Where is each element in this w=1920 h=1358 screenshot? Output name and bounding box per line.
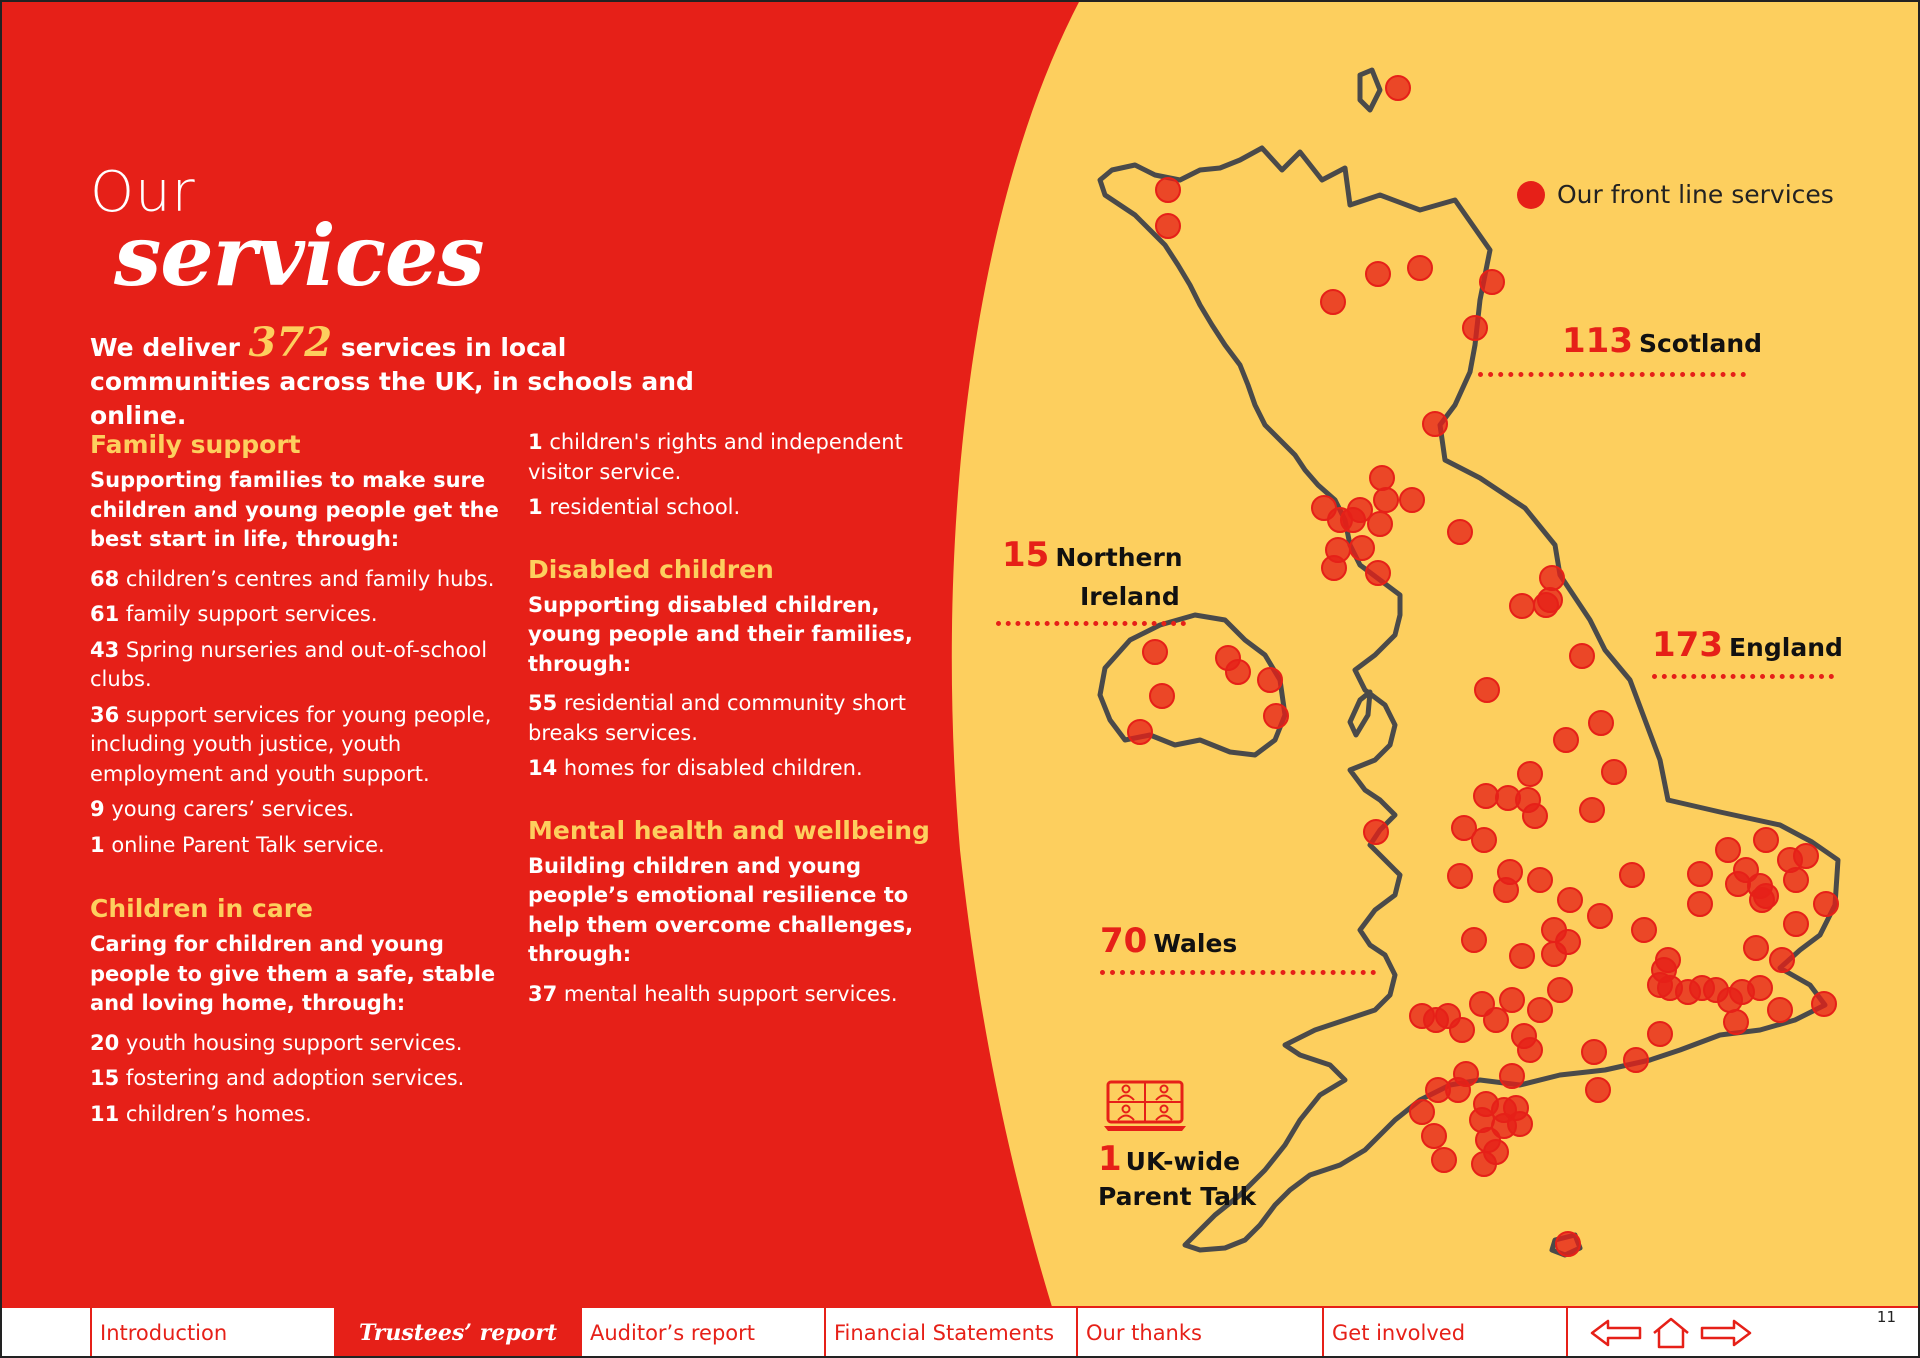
service-dot [1554,728,1578,752]
list-item: 11 children’s homes. [90,1101,312,1126]
region-northern-ireland: 15 Northern [1002,535,1183,575]
service-dot [1364,820,1388,844]
service-dot [1321,290,1345,314]
service-dot [1472,828,1496,852]
region-england: 173 England [1652,625,1843,665]
arrow-right-icon[interactable] [1700,1318,1752,1348]
heading-mental-health: Mental health and wellbeing [528,815,930,845]
service-dot [1548,978,1572,1002]
service-dot [1556,1232,1580,1256]
service-dot [1150,684,1174,708]
title-our: Our [90,160,196,225]
service-dot [1448,864,1472,888]
service-dot [1794,844,1818,868]
service-dot [1518,762,1542,786]
service-dot [1508,1112,1532,1136]
service-dot [1474,1092,1498,1116]
service-dot [1128,720,1152,744]
region-scotland: 113 Scotland [1562,321,1763,361]
ni-leader-line [996,621,1186,626]
service-dot [1462,928,1486,952]
service-dot [1744,936,1768,960]
lead-children-in-care: Caring for children and young people to give them a safe, stable and loving home, through: [90,932,496,1015]
service-dot [1784,868,1808,892]
england-leader-line [1652,674,1834,679]
scotland-leader-line [1478,372,1746,377]
service-dot [1542,942,1566,966]
list-item: 15 fostering and adoption services. [90,1066,465,1090]
list-item: 9 young carers’ services. [90,797,355,821]
service-dot [1410,1100,1434,1124]
service-dot [1423,412,1447,436]
list-item: 61 family support services. [90,602,378,626]
service-dot [1528,868,1552,892]
service-dot [1523,804,1547,828]
service-dot [1480,270,1504,294]
service-dot [1534,593,1558,617]
column-left [90,428,510,1135]
service-dot [1528,998,1552,1022]
list-item: 68 children’s centres and family hubs. [90,566,495,591]
service-dot [1586,1078,1610,1102]
service-dot [1750,888,1774,912]
service-dot [1510,594,1534,618]
service-dot [1496,786,1520,810]
home-icon[interactable] [1652,1317,1690,1349]
legend-dot-icon [1517,181,1545,209]
service-dot [1542,918,1566,942]
service-dot [1688,862,1712,886]
service-dot [1156,178,1180,202]
service-dot [1589,711,1613,735]
list-item: 20 youth housing support services. [90,1030,463,1055]
service-dot [1632,918,1656,942]
region-wales: 70 Wales [1100,921,1238,961]
heading-disabled-children: Disabled children [528,554,774,584]
nav-spacer [0,1308,90,1358]
service-dot [1472,1152,1496,1176]
service-dot [1540,566,1564,590]
service-dot [1648,1022,1672,1046]
list-item: 1 residential school. [528,495,741,519]
lead-family-support: Supporting families to make sure children and young people get the best start in life, through: [90,468,499,551]
service-dot [1370,466,1394,490]
service-dot [1156,214,1180,238]
service-dot [1724,1010,1748,1034]
intro-text [90,319,730,433]
service-dot [1620,863,1644,887]
intro-number: 372 [248,319,333,366]
arrow-left-icon[interactable] [1590,1318,1642,1348]
service-dot [1716,838,1740,862]
service-dot [1366,561,1390,585]
service-dot [1474,784,1498,808]
nav-introduction[interactable]: Introduction [90,1308,334,1358]
service-dot [1446,1078,1470,1102]
service-dot [1580,798,1604,822]
orkney-outline [1360,70,1380,110]
service-dot [1400,488,1424,512]
isle-of-man-outline [1350,692,1370,735]
service-dot [1432,1148,1456,1172]
service-dot [1374,488,1398,512]
list-item: 43 Spring nurseries and out-of-school clubs. [90,637,488,691]
service-dot [1582,1040,1606,1064]
service-dot [1688,892,1712,916]
nav-financial-statements[interactable]: Financial Statements [824,1308,1076,1358]
bottom-navigation [0,1306,1920,1358]
list-item: 37 mental health support services. [528,981,898,1006]
list-item: 14 homes for disabled children. [528,756,863,780]
service-dot [1463,316,1487,340]
service-dot [1602,760,1626,784]
service-dot [1410,1004,1434,1028]
service-dot [1500,988,1524,1012]
service-dot [1748,976,1772,1000]
list-item: 1 children's rights and independent visitor service. [528,430,903,484]
map-legend [1517,180,1834,209]
service-dot [1258,668,1282,692]
intro-suffix: services in local communities across the UK, in schools and online. [90,333,694,430]
wales-leader-line [1100,970,1376,975]
service-dot [1341,508,1365,532]
lead-mental-health: Building children and young people’s emotional resilience to help them overcome challenges, through: [528,853,914,966]
service-dot [1422,1124,1446,1148]
service-dot [1754,828,1778,852]
nav-arrows [1566,1308,1796,1358]
service-dot [1500,1064,1524,1088]
heading-children-in-care: Children in care [90,894,314,923]
service-dot [1814,892,1838,916]
service-dot [1448,520,1472,544]
nav-auditors-report[interactable]: Auditor’s report [580,1308,824,1358]
service-dot [1366,262,1390,286]
nav-our-thanks[interactable]: Our thanks [1076,1308,1322,1358]
list-item: 1 online Parent Talk service. [90,832,385,857]
legend-label: Our front line services [1557,180,1834,209]
service-dot [1143,640,1167,664]
service-dot [1624,1048,1648,1072]
service-dot [1518,1038,1542,1062]
service-dot [1784,912,1808,936]
page-number: 11 [1876,1308,1896,1326]
nav-get-involved[interactable]: Get involved [1322,1308,1566,1358]
heading-family-support: Family support [90,430,301,459]
service-dot [1494,878,1518,902]
service-dot [1475,678,1499,702]
nav-trustees-report[interactable]: Trustees’ report [334,1308,580,1358]
title-services: services [114,206,484,305]
service-dot [1588,904,1612,928]
region-uk-wide: 1 UK-wide Parent Talk [1098,1139,1257,1211]
service-dot [1386,76,1410,100]
list-item: 55 residential and community short breaks services. [528,691,907,745]
service-dot [1368,512,1392,536]
service-dot [1768,998,1792,1022]
service-dot [1812,992,1836,1016]
service-dot [1558,888,1582,912]
service-dot [1350,536,1374,560]
service-dot [1264,704,1288,728]
service-dot [1770,948,1794,972]
list-item: 36 support services for young people, including youth justice, youth employment and youth support. [90,702,492,786]
service-dot [1726,872,1750,896]
service-dot [1226,660,1250,684]
service-dot [1470,992,1494,1016]
service-dot [1408,256,1432,280]
column-right [528,428,948,1015]
lead-disabled-children: Supporting disabled children, young people and their families, through: [528,592,913,676]
service-dot [1322,556,1346,580]
video-call-icon [1104,1080,1186,1132]
service-dot [1510,944,1534,968]
intro-prefix: We deliver [90,333,240,362]
region-northern-ireland-line2: Ireland [1080,582,1180,611]
service-dot [1570,644,1594,668]
